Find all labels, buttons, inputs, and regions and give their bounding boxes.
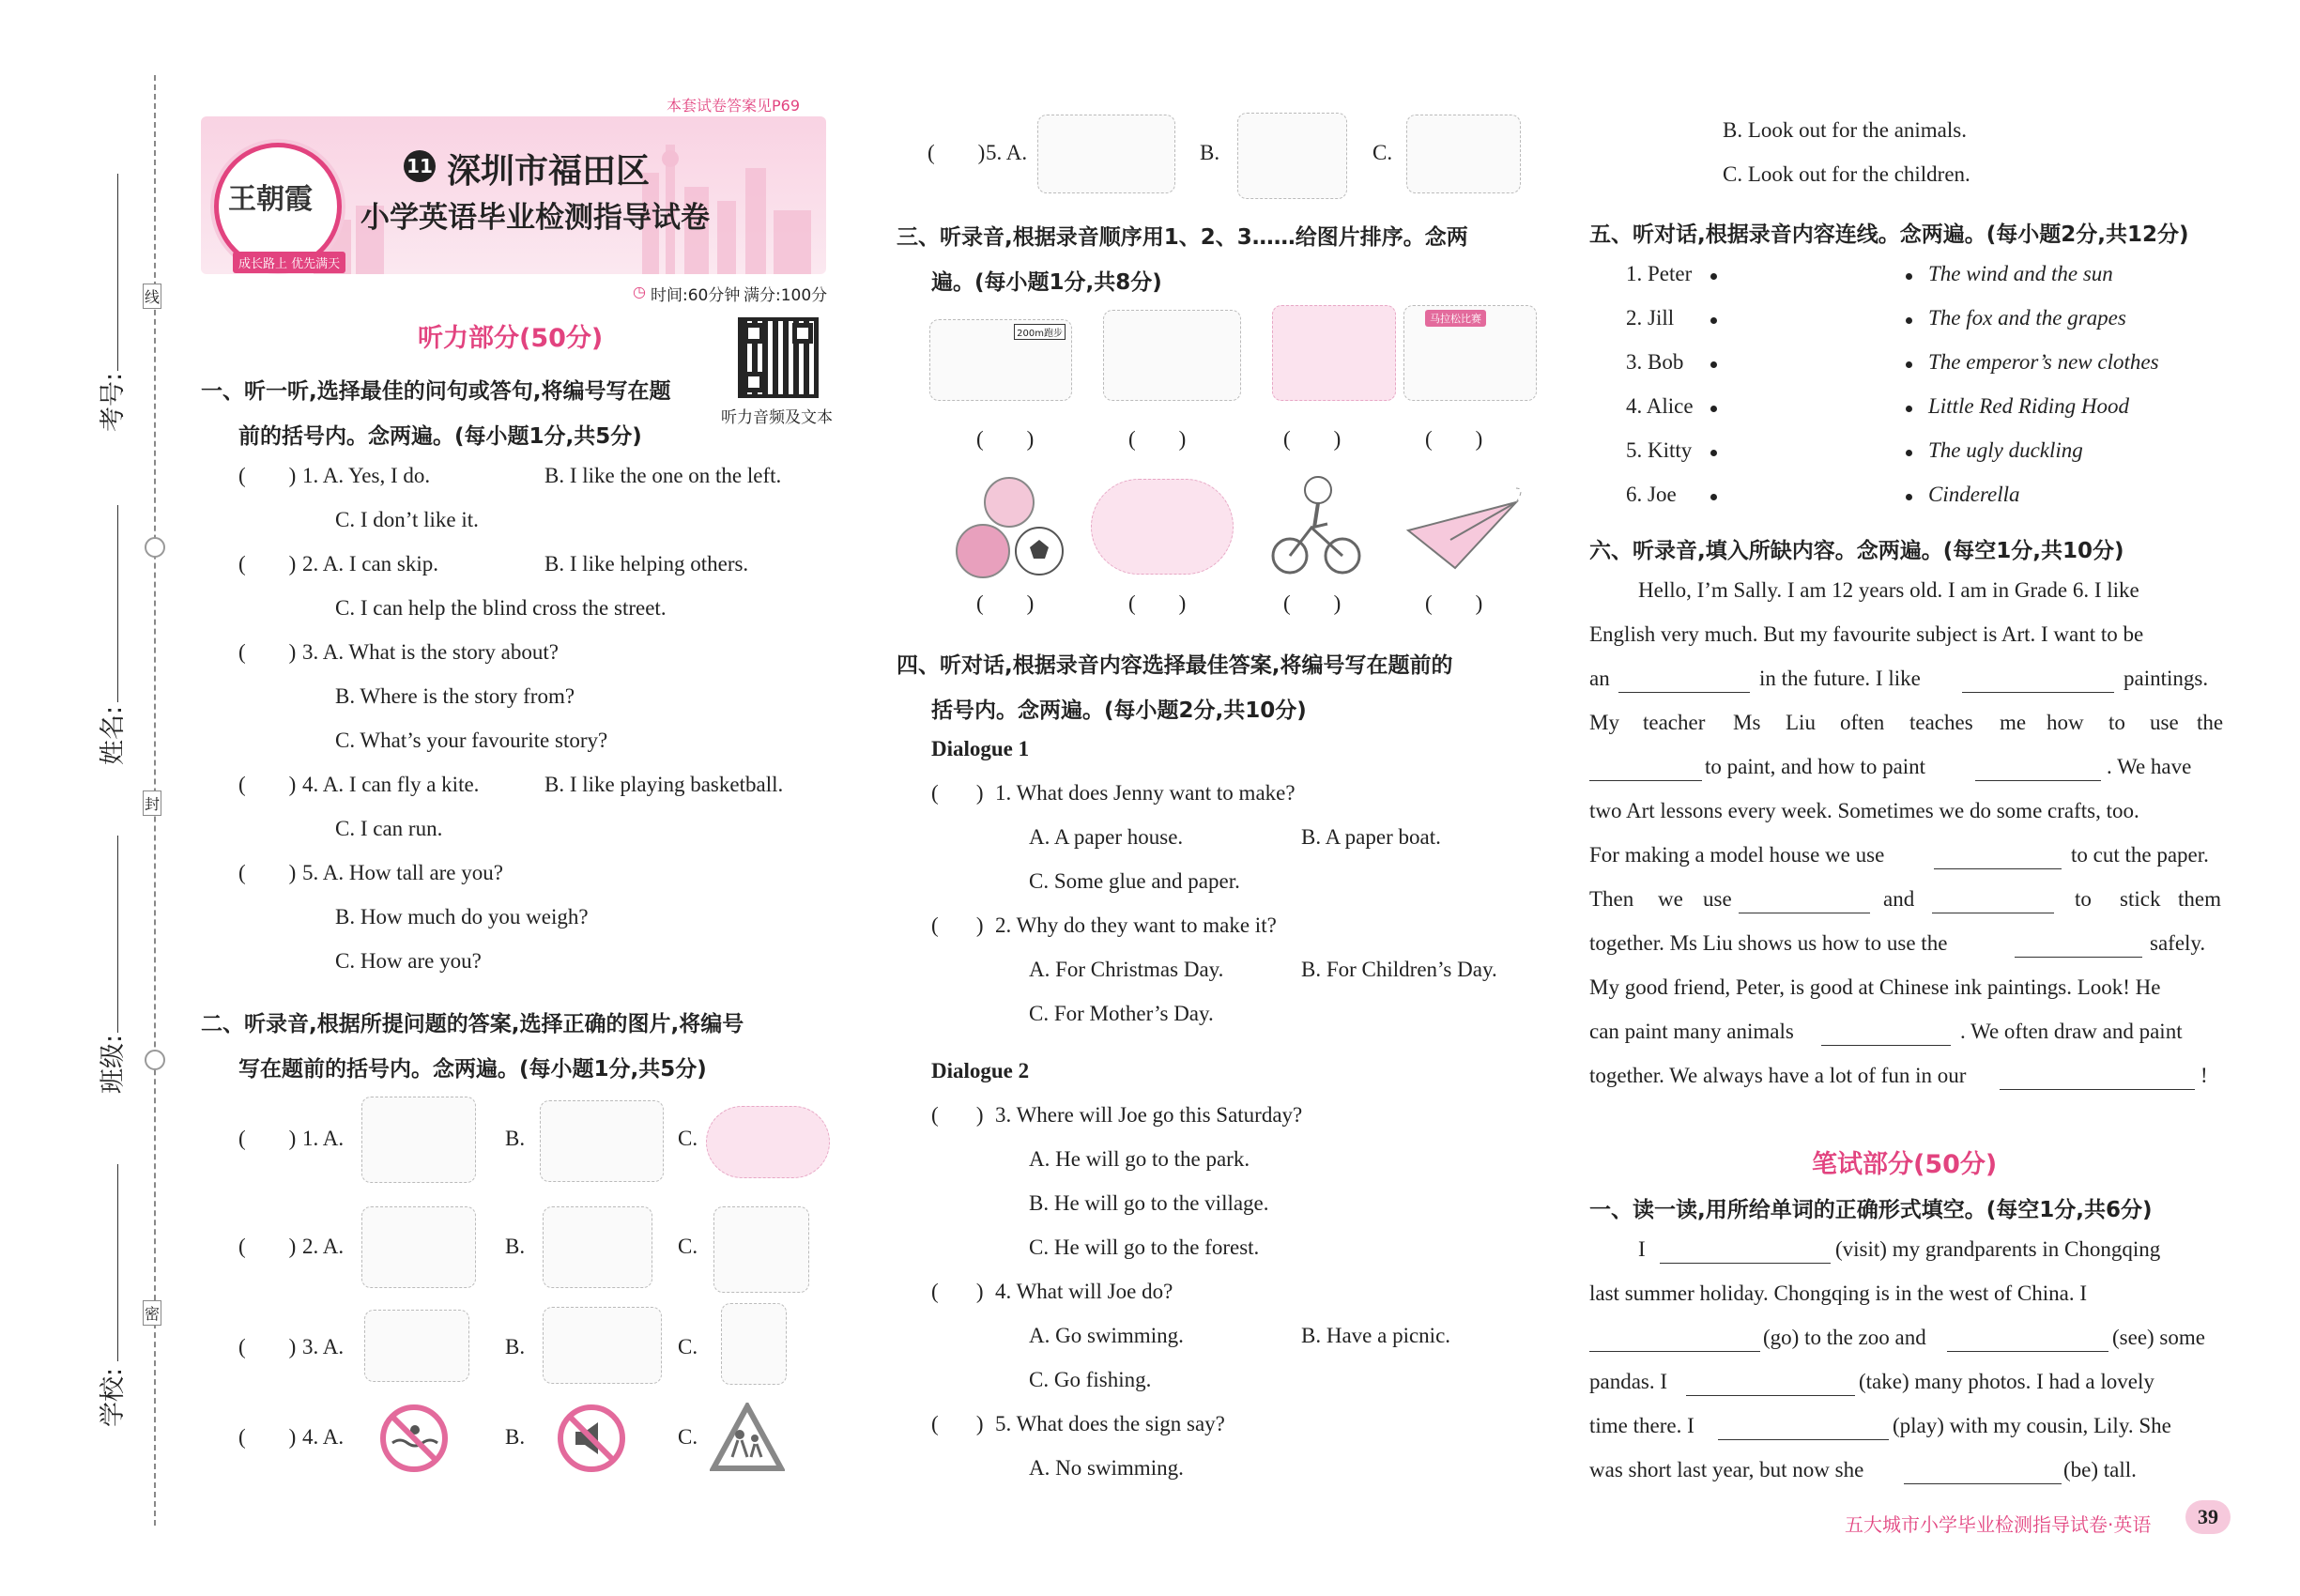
p5-story-1: The wind and the sun (1928, 262, 2113, 285)
answer-paren[interactable]: ( ) (238, 1235, 297, 1258)
p5-story-2: The fox and the grapes (1928, 306, 2126, 330)
p5-name-3: 3. Bob (1626, 350, 1684, 374)
w1-line-6b: (be) tall. (2063, 1458, 2137, 1481)
picture-running-track (706, 1106, 830, 1178)
p1-q3-c: C. What’s your favourite story? (335, 729, 608, 752)
w1-blank-2[interactable] (1589, 1350, 1760, 1352)
picture-driver (543, 1206, 652, 1288)
p6-blank-2[interactable] (1962, 691, 2114, 693)
logo-slogan: 成长路上 优先满天 (233, 252, 345, 273)
p1-q4: 4. A. I can fly a kite. (302, 773, 480, 796)
p6-line-8f: stick (2120, 887, 2161, 911)
w1-line-5b: (play) with my cousin, Lily. She (1893, 1414, 2171, 1437)
p6-blank-7[interactable] (1932, 912, 2054, 913)
p2-row5-a: 5. A. (986, 141, 1028, 164)
answer-paren[interactable]: ( ) (931, 1280, 984, 1303)
match-dot-right[interactable] (1906, 406, 1912, 412)
w1-blank-3[interactable] (1947, 1350, 2108, 1352)
part3-title: 三、听录音,根据录音顺序用1、2、3……给图片排序。念两 (897, 225, 1468, 250)
p4-q1: 1. What does Jenny want to make? (995, 781, 1296, 805)
match-dot-right[interactable] (1906, 317, 1912, 324)
w1-line-1a: I (1638, 1237, 1646, 1261)
p1-q1: 1. A. Yes, I do. (302, 464, 431, 487)
p4-q2-c: C. For Mother’s Day. (1029, 1002, 1214, 1025)
picture-sprint-race (929, 319, 1072, 401)
p6-line-4-w6: teaches (1909, 711, 1973, 734)
children-crossing-sign-icon (710, 1403, 785, 1472)
w1-line-1b: (visit) my grandparents in Chongqing (1835, 1237, 2161, 1261)
part5-title: 五、听对话,根据录音内容连线。念两遍。(每小题2分,共12分) (1589, 223, 2189, 247)
p1-q3: 3. A. What is the story about? (302, 640, 559, 664)
p6-line-12a: together. We always have a lot of fun in our (1589, 1064, 1967, 1087)
picture-swimmer (1103, 310, 1241, 401)
picture-dancers (1037, 115, 1175, 193)
answer-paren[interactable]: ( ) (238, 640, 297, 664)
writing1-title: 一、读一读,用所给单词的正确形式填空。(每空1分,共6分) (1589, 1198, 2153, 1222)
no-horn-sign-icon (555, 1402, 628, 1475)
p4-q1-a: A. A paper house. (1029, 825, 1184, 849)
p4-q3-b: B. He will go to the village. (1029, 1191, 1269, 1215)
part2-title-cont: 写在题前的括号内。念两遍。(每小题1分,共5分) (238, 1057, 707, 1082)
p5-story-3: The emperor’s new clothes (1928, 350, 2159, 374)
p6-line-10: My good friend, Peter, is good at Chinese ink paintings. Look! He (1589, 975, 2161, 999)
paper-subtitle: 小学英语毕业检测指导试卷 (360, 201, 710, 235)
part1-title-cont: 前的括号内。念两遍。(每小题1分,共5分) (238, 424, 642, 449)
p2-row4-a: 4. A. (302, 1425, 345, 1449)
answer-paren[interactable]: ( ) (1425, 427, 1483, 451)
picture-boy (721, 1303, 787, 1385)
sign-label: 200m跑步 (1014, 324, 1066, 340)
p6-line-7b: to cut the paper. (2071, 843, 2209, 867)
picture-city (361, 1097, 476, 1183)
p2-row3-a: 3. A. (302, 1335, 345, 1358)
balls-icon (953, 474, 1066, 582)
p6-line-5b: . We have (2107, 755, 2192, 778)
w1-line-3b: (see) some (2112, 1326, 2205, 1349)
p6-line-4-w7: me (2000, 711, 2027, 734)
w1-blank-1[interactable] (1660, 1262, 1831, 1264)
match-dot-left[interactable] (1710, 317, 1717, 324)
answer-paren[interactable]: ( ) (931, 1412, 984, 1435)
p2-row2-b: B. (505, 1235, 526, 1258)
picture-party (1406, 115, 1521, 193)
clock-icon: ◷ (633, 283, 646, 300)
picture-skater (1091, 479, 1234, 575)
answer-paren[interactable]: ( ) (1283, 591, 1342, 615)
dialogue2-heading: Dialogue 2 (931, 1059, 1030, 1082)
p1-q3-b: B. Where is the story from? (335, 684, 575, 708)
p6-line-8a: Then (1589, 887, 1634, 911)
paper-city-title: 深圳市福田区 (447, 152, 651, 191)
p4-q1-c: C. Some glue and paper. (1029, 869, 1240, 893)
p2-row1-a: 1. A. (302, 1127, 345, 1150)
p2-row1-b: B. (505, 1127, 526, 1150)
answer-paren[interactable]: ( ) (1128, 591, 1187, 615)
page-number: 39 (2185, 1500, 2231, 1534)
p6-blank-9[interactable] (1821, 1044, 1951, 1046)
p6-line-8e: to (2075, 887, 2092, 911)
p6-line-3a: an (1589, 667, 1610, 690)
p6-line-4-w3: Ms (1733, 711, 1761, 734)
p4-q5-b: B. Look out for the animals. (1723, 118, 1967, 142)
p2-row3-c: C. (678, 1335, 698, 1358)
p4-q5-c: C. Look out for the children. (1723, 162, 1970, 186)
p1-q2-c: C. I can help the blind cross the street. (335, 596, 667, 620)
p4-q5-a: A. No swimming. (1029, 1456, 1184, 1480)
w1-blank-5[interactable] (1718, 1438, 1889, 1440)
answer-paren[interactable]: ( ) (238, 861, 297, 884)
match-dot-left[interactable] (1710, 273, 1717, 280)
w1-line-4b: (take) many photos. I had a lovely (1859, 1370, 2154, 1393)
name-label: 姓名: (99, 705, 128, 765)
p6-line-3c: paintings. (2124, 667, 2209, 690)
w1-line-4a: pandas. I (1589, 1370, 1668, 1393)
p6-line-4-w9: to (2108, 711, 2125, 734)
p2-row2-c: C. (678, 1235, 698, 1258)
p1-q5: 5. A. How tall are you? (302, 861, 503, 884)
answer-paren[interactable]: ( ) (1425, 591, 1483, 615)
answer-paren[interactable]: ( ) (928, 141, 986, 164)
answer-paren[interactable]: ( ) (238, 464, 297, 487)
p6-line-4-w5: often (1840, 711, 1885, 734)
p2-row5-c: C. (1372, 141, 1393, 164)
part4-title-cont: 括号内。念两遍。(每小题2分,共10分) (931, 698, 1307, 723)
qr-caption: 听力音频及文本 (721, 408, 833, 427)
p5-story-5: The ugly duckling (1928, 438, 2083, 462)
picture-musicians (1237, 113, 1347, 199)
exam-full-score: 满分:100分 (744, 286, 828, 305)
match-dot-right[interactable] (1906, 361, 1912, 368)
p6-blank-3[interactable] (1589, 779, 1702, 781)
writing-section-title: 笔试部分(50分) (1812, 1150, 1998, 1179)
p5-name-4: 4. Alice (1626, 394, 1694, 418)
logo-name: 王朝霞 (228, 183, 313, 216)
p4-q3-a: A. He will go to the park. (1029, 1147, 1250, 1171)
answer-paren[interactable]: ( ) (238, 1127, 297, 1150)
p6-line-8g: them (2178, 887, 2221, 911)
banner-label: 马拉松比赛 (1425, 310, 1486, 327)
answer-paren[interactable]: ( ) (931, 781, 984, 805)
match-dot-left[interactable] (1710, 450, 1717, 456)
p6-line-4-w11: the (2197, 711, 2224, 734)
p4-q4-b: B. Have a picnic. (1301, 1324, 1451, 1347)
p4-q4-c: C. Go fishing. (1029, 1368, 1152, 1391)
p2-row1-c: C. (678, 1127, 698, 1150)
seal-mark-feng: 封 (143, 790, 161, 816)
p4-q4: 4. What will Joe do? (995, 1280, 1173, 1303)
answer-note: 本套试卷答案见P69 (667, 97, 801, 115)
p6-line-11a: can paint many animals (1589, 1020, 1794, 1043)
paper-number-badge: 11 (404, 150, 436, 182)
p6-line-7a: For making a model house we use (1589, 843, 1885, 867)
part2-title: 二、听录音,根据所提问题的答案,选择正确的图片,将编号 (201, 1012, 744, 1036)
picture-photographer (713, 1206, 809, 1293)
answer-paren[interactable]: ( ) (931, 1103, 984, 1127)
answer-paren[interactable]: ( ) (976, 591, 1035, 615)
binding-hole (145, 1050, 165, 1070)
no-swimming-sign-icon (377, 1402, 451, 1475)
p6-line-8c: use (1703, 887, 1732, 911)
class-field[interactable] (117, 836, 118, 1033)
p5-name-1: 1. Peter (1626, 262, 1693, 285)
p4-q3-c: C. He will go to the forest. (1029, 1235, 1260, 1259)
class-label: 班级: (99, 1034, 128, 1094)
picture-children-drawing (364, 1310, 469, 1382)
p6-line-5a: to paint, and how to paint (1705, 755, 1926, 778)
p5-name-5: 5. Kitty (1626, 438, 1693, 462)
p1-q2: 2. A. I can skip. (302, 552, 439, 575)
p6-line-6: two Art lessons every week. Sometimes we do some crafts, too. (1589, 799, 2139, 822)
p6-line-3b: in the future. I like (1759, 667, 1921, 690)
p1-q4-b: B. I like playing basketball. (544, 773, 784, 796)
footer-series: 五大城市小学毕业检测指导试卷·英语 (1845, 1513, 2152, 1536)
answer-paren[interactable]: ( ) (976, 427, 1035, 451)
paper-plane-icon (1399, 483, 1530, 573)
p6-line-9b: safely. (2150, 931, 2206, 955)
p5-name-2: 2. Jill (1626, 306, 1675, 330)
answer-paren[interactable]: ( ) (238, 1425, 297, 1449)
p1-q1-c: C. I don’t like it. (335, 508, 479, 531)
name-field[interactable] (117, 505, 118, 702)
dialogue1-heading: Dialogue 1 (931, 737, 1030, 760)
part6-title: 六、听录音,填入所缺内容。念两遍。(每空1分,共10分) (1589, 539, 2124, 563)
p2-row5-b: B. (1200, 141, 1220, 164)
p1-q4-c: C. I can run. (335, 817, 443, 840)
p5-story-6: Cinderella (1928, 483, 2020, 506)
p2-row4-b: B. (505, 1425, 526, 1449)
p1-q5-c: C. How are you? (335, 949, 482, 973)
p6-blank-5[interactable] (1934, 867, 2062, 869)
p4-q2: 2. Why do they want to make it? (995, 913, 1277, 937)
p6-blank-6[interactable] (1739, 912, 1870, 913)
seal-mark-xian: 线 (143, 284, 161, 309)
p6-line-4-w1: My (1589, 711, 1619, 734)
w1-line-2: last summer holiday. Chongqing is in the west of China. I (1589, 1281, 2088, 1305)
w1-line-6a: was short last year, but now she (1589, 1458, 1864, 1481)
w1-blank-4[interactable] (1686, 1394, 1855, 1396)
answer-paren[interactable]: ( ) (1128, 427, 1187, 451)
p1-q5-b: B. How much do you weigh? (335, 905, 589, 928)
p6-blank-4[interactable] (1975, 779, 2101, 781)
w1-line-5a: time there. I (1589, 1414, 1694, 1437)
p4-q1-b: B. A paper boat. (1301, 825, 1441, 849)
part4-title: 四、听对话,根据录音内容选择最佳答案,将编号写在题前的 (897, 653, 1453, 678)
p6-line-4-w8: how (2047, 711, 2084, 734)
picture-playground (543, 1307, 662, 1384)
answer-paren[interactable]: ( ) (238, 552, 297, 575)
match-dot-left[interactable] (1710, 494, 1717, 500)
answer-paren[interactable]: ( ) (238, 773, 297, 796)
qr-code[interactable] (738, 317, 819, 398)
picture-high-jump (1272, 305, 1396, 401)
exam-number-label: 考号: (99, 372, 128, 432)
match-dot-right[interactable] (1906, 494, 1912, 500)
p6-line-9a: together. Ms Liu shows us how to use the (1589, 931, 1948, 955)
match-dot-left[interactable] (1710, 361, 1717, 368)
part3-title-cont: 遍。(每小题1分,共8分) (931, 270, 1162, 295)
p4-q5: 5. What does the sign say? (995, 1412, 1225, 1435)
binding-hole (145, 537, 165, 558)
p6-line-4-w10: use (2150, 711, 2179, 734)
p6-line-1: Hello, I’m Sally. I am 12 years old. I am in Grade 6. I like (1638, 578, 2139, 602)
p6-blank-1[interactable] (1618, 691, 1750, 693)
answer-paren[interactable]: ( ) (931, 913, 984, 937)
listening-section-title: 听力部分(50分) (418, 324, 604, 353)
p4-q2-b: B. For Children’s Day. (1301, 958, 1497, 981)
p2-row3-b: B. (505, 1335, 526, 1358)
p6-line-11b: . We often draw and paint (1960, 1020, 2183, 1043)
p6-line-2: English very much. But my favourite subject is Art. I want to be (1589, 622, 2144, 646)
p2-row4-c: C. (678, 1425, 698, 1449)
match-dot-right[interactable] (1906, 273, 1912, 280)
exam-time: 时间:60分钟 (651, 286, 741, 305)
answer-paren[interactable]: ( ) (238, 1335, 297, 1358)
p6-line-12b: ! (2200, 1064, 2208, 1087)
p4-q4-a: A. Go swimming. (1029, 1324, 1184, 1347)
p4-q3: 3. Where will Joe go this Saturday? (995, 1103, 1303, 1127)
p4-q2-a: A. For Christmas Day. (1029, 958, 1224, 981)
w1-line-3a: (go) to the zoo and (1763, 1326, 1926, 1349)
p6-blank-8[interactable] (2015, 956, 2142, 958)
match-dot-right[interactable] (1906, 450, 1912, 456)
exam-number-field[interactable] (117, 174, 118, 371)
w1-blank-6[interactable] (1904, 1482, 2062, 1484)
p6-line-8d: and (1883, 887, 1915, 911)
part1-title: 一、听一听,选择最佳的问句或答句,将编号写在题 (201, 379, 671, 404)
match-dot-left[interactable] (1710, 406, 1717, 412)
picture-village (540, 1100, 664, 1182)
p6-line-4-w4: Liu (1786, 711, 1816, 734)
picture-road-trip (361, 1206, 476, 1288)
answer-paren[interactable]: ( ) (1283, 427, 1342, 451)
p6-blank-10[interactable] (2000, 1088, 2195, 1090)
cyclist-icon (1269, 469, 1363, 577)
p6-line-4-w2: teacher (1643, 711, 1706, 734)
picture-marathon (1403, 305, 1537, 401)
p2-row2-a: 2. A. (302, 1235, 345, 1258)
p5-name-6: 6. Joe (1626, 483, 1677, 506)
p1-q2-b: B. I like helping others. (544, 552, 749, 575)
seal-mark-mi: 密 (143, 1300, 161, 1326)
school-field[interactable] (117, 1164, 118, 1361)
school-label: 学校: (99, 1367, 128, 1427)
p1-q1-b: B. I like the one on the left. (544, 464, 782, 487)
p6-line-8b: we (1658, 887, 1683, 911)
p5-story-4: Little Red Riding Hood (1928, 394, 2130, 418)
